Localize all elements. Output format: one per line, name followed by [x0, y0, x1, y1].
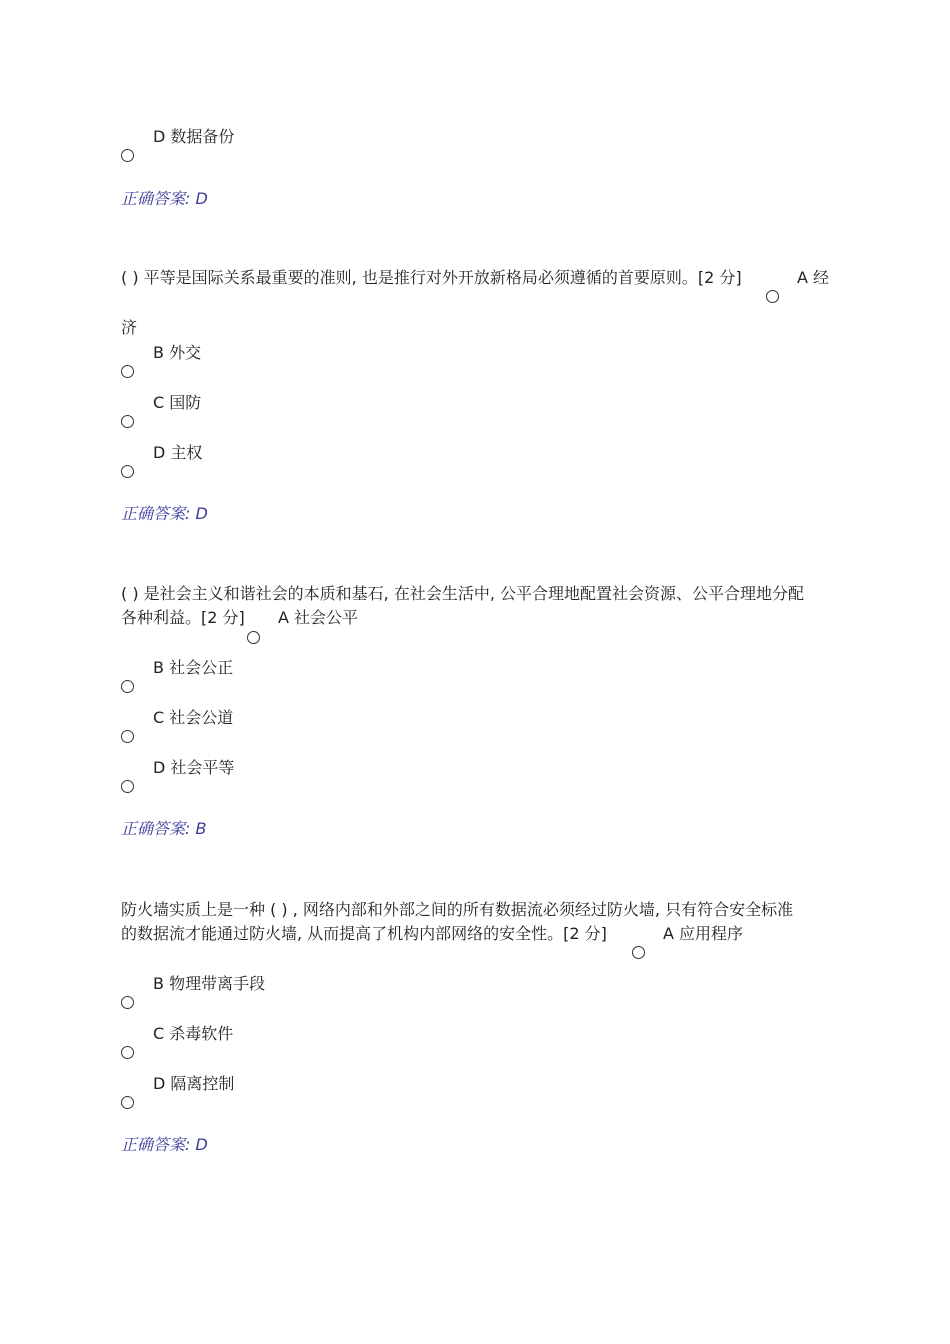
option-d-label: D 数据备份: [153, 127, 235, 146]
q3-option-c-label: C 杀毒软件: [153, 1024, 234, 1043]
q2-correct-answer: 正确答案: B: [121, 819, 207, 838]
q3-correct-answer: 正确答案: D: [121, 1135, 208, 1154]
q1-option-a-label: A 经: [797, 268, 830, 287]
question-1-line: ( ) 平等是国际关系最重要的准则, 也是推行对外开放新格局必须遵循的首要原则。[2 分]: [121, 268, 742, 287]
q2-option-c-label: C 社会公道: [153, 708, 234, 727]
q1-option-a-label-continued: 济: [121, 318, 138, 337]
q2-option-a-radio[interactable]: [247, 631, 260, 644]
q3-option-d-label: D 隔离控制: [153, 1074, 235, 1093]
q1-correct-answer: 正确答案: D: [121, 504, 208, 523]
q3-option-b-radio[interactable]: [121, 996, 134, 1009]
question-1-text: [121, 266, 836, 290]
question-2-line-1: ( ) 是社会主义和谐社会的本质和基石, 在社会生活中, 公平合理地配置社会资源、公平合理地分配: [121, 584, 805, 603]
q3-option-b-label: B 物理带离手段: [153, 974, 266, 993]
q1-option-b-radio[interactable]: [121, 365, 134, 378]
q1-option-c-label: C 国防: [153, 393, 202, 412]
q3-option-c-radio[interactable]: [121, 1046, 134, 1059]
question-2-text: [121, 582, 836, 630]
q1-option-a-radio[interactable]: [766, 290, 779, 303]
q1-option-d-radio[interactable]: [121, 465, 134, 478]
question-3-line-1: 防火墙实质上是一种 ( ) , 网络内部和外部之间的所有数据流必须经过防火墙, 只有符合安全标准: [121, 900, 794, 919]
option-d-radio[interactable]: [121, 149, 134, 162]
q2-option-d-radio[interactable]: [121, 780, 134, 793]
q1-option-c-radio[interactable]: [121, 415, 134, 428]
q2-option-a-label: A 社会公平: [278, 608, 359, 627]
question-3-line-2: 的数据流才能通过防火墙, 从而提高了机构内部网络的安全性。[2 分]: [121, 924, 607, 943]
correct-answer: 正确答案: D: [121, 189, 208, 208]
q2-option-d-label: D 社会平等: [153, 758, 235, 777]
q3-option-a-radio[interactable]: [632, 946, 645, 959]
q2-option-b-label: B 社会公正: [153, 658, 234, 677]
question-2-line-2: 各种利益。[2 分]: [121, 608, 245, 627]
q1-option-b-label: B 外交: [153, 343, 202, 362]
q3-option-d-radio[interactable]: [121, 1096, 134, 1109]
q2-option-b-radio[interactable]: [121, 680, 134, 693]
q1-option-d-label: D 主权: [153, 443, 203, 462]
q3-option-a-label: A 应用程序: [663, 924, 744, 943]
q2-option-c-radio[interactable]: [121, 730, 134, 743]
